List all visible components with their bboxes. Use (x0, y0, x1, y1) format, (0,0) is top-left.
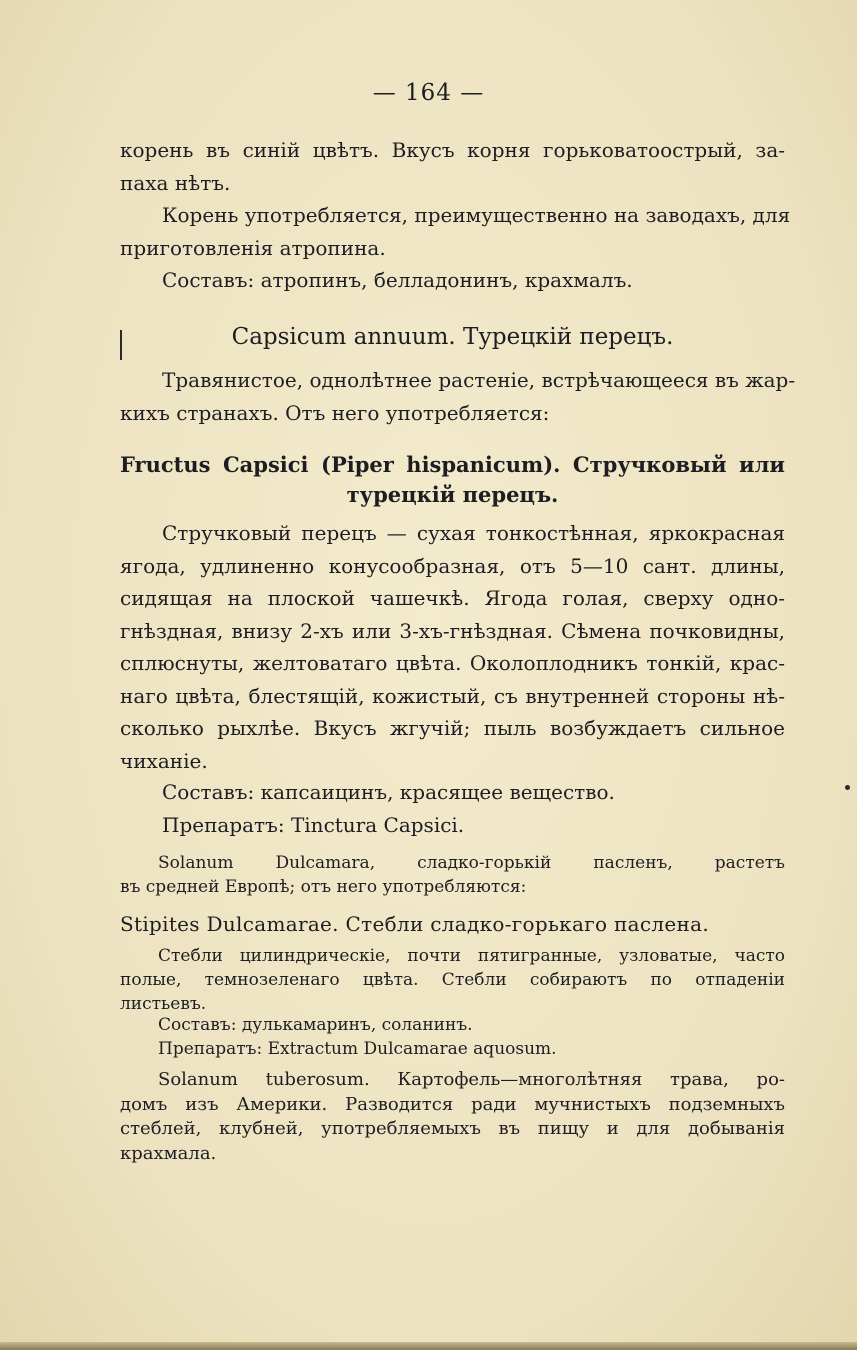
text-line: чиханіе. (120, 748, 208, 773)
paragraph-solanum-dulcamara (120, 851, 785, 899)
paragraph-solanum-tuberosum (120, 1068, 785, 1166)
margin-pencil-mark (120, 330, 122, 360)
text-line: Стебли цилиндрическіе, почти пятигранные, узловатые, часто (158, 946, 785, 966)
text-line: корень въ синій цвѣтъ. Вкусъ корня горьковатоострый, за- (120, 138, 785, 162)
text-line: Стручковый перецъ — сухая тонкостѣнная, яркокрасная (162, 521, 785, 545)
text-line: Solanum Dulcamara, сладко-горькій пасленъ, растетъ (158, 853, 785, 873)
page-number: — 164 — (372, 80, 485, 106)
text-line: сидящая на плоской чашечкѣ. Ягода голая, сверху одно- (120, 586, 785, 610)
composition-belladonna: Составъ: атропинъ, белладонинъ, крахмалъ. (162, 268, 633, 292)
paragraph-capsicum-intro (120, 364, 796, 429)
text-line: полые, темнозеленаго цвѣта. Стебли собираютъ по отпаденіи (120, 970, 785, 990)
text-line: стеблей, клубней, употребляемыхъ въ пищу и для добыванія (120, 1118, 785, 1139)
text-line: паха нѣтъ. (120, 170, 231, 195)
text-line: въ средней Европѣ; отъ него употребляются: (120, 877, 527, 897)
section-title-capsicum: Capsicum annuum. Турецкій перецъ. (231, 324, 674, 350)
subheading-line: турецкій перецъ. (346, 482, 559, 507)
text-line: крахмала. (120, 1142, 217, 1164)
subheading-stipites-dulcamarae: Stipites Dulcamarae. Стебли сладко-горькаго паслена. (120, 912, 709, 936)
composition-dulcamara: Составъ: дулькамаринъ, соланинъ. (158, 1015, 473, 1035)
text-line: наго цвѣта, блестящій, кожистый, съ внутренней стороны нѣ- (120, 683, 785, 708)
text-line: Травянистое, однолѣтнее растеніе, встрѣчающееся въ жар- (162, 368, 796, 392)
paragraph-root-use (120, 199, 791, 264)
paragraph-root-color (120, 134, 785, 199)
text-line: листьевъ. (120, 994, 207, 1014)
text-line: сколько рыхлѣе. Вкусъ жгучій; пыль возбуждаетъ сильное (120, 716, 785, 740)
preparation-dulcamara: Препаратъ: Extractum Dulcamarae aquosum. (158, 1039, 557, 1059)
text-line: домъ изъ Америки. Разводится ради мучнистыхъ подземныхъ (120, 1093, 785, 1115)
text-line: гнѣздная, внизу 2-хъ или 3-хъ-гнѣздная. Сѣмена почковидны, (120, 618, 785, 643)
text-line: сплюснуты, желтоватаго цвѣта. Околоплодникъ тонкій, крас- (120, 651, 785, 675)
subheading-line: Fructus Capsici (Piper hispanicum). Стручковый или (120, 452, 785, 477)
text-line: кихъ странахъ. Отъ него употребляется: (120, 400, 550, 425)
text-line: Корень употребляется, преимущественно на заводахъ, для (162, 203, 791, 227)
paragraph-stipites-description (120, 944, 785, 1016)
subheading-fructus-capsici (120, 450, 785, 510)
text-line: Solanum tuberosum. Картофель—многолѣтняя трава, ро- (158, 1069, 785, 1090)
text-line: приготовленія атропина. (120, 235, 386, 260)
paragraph-fructus-description (120, 517, 785, 777)
text-line: ягода, удлиненно конусообразная, отъ 5—10 сант. длины, (120, 553, 785, 578)
composition-capsicum: Составъ: капсаицинъ, красящее вещество. (162, 780, 615, 804)
preparation-capsicum: Препаратъ: Tinctura Capsici. (162, 813, 465, 837)
page-edge-shadow (0, 1342, 857, 1350)
ink-dot (845, 785, 850, 790)
